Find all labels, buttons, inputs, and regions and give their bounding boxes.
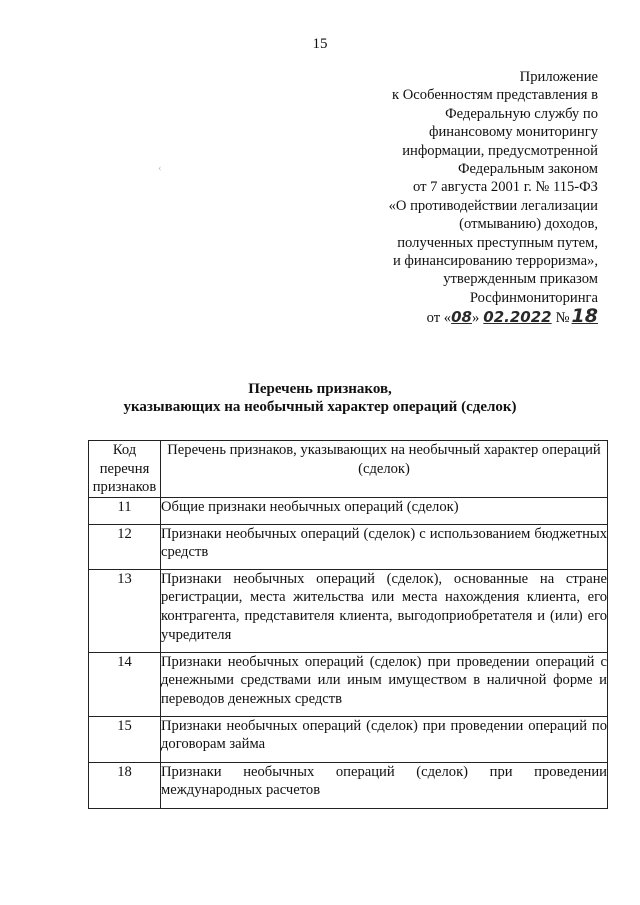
- handwritten-month-year: 02.2022: [483, 308, 552, 327]
- document-title: [0, 380, 640, 416]
- appendix-line: и финансированию терроризма»,: [392, 253, 598, 270]
- row-description: Признаки необычных операций (сделок) при проведении операций с денежными средствами или иным имуществом в наличной форме и переводов денежных средств: [161, 652, 608, 716]
- table-row: [89, 762, 608, 808]
- approval-line: [348, 307, 598, 327]
- row-description: Признаки необычных операций (сделок) с использованием бюджетных средств: [161, 524, 608, 569]
- column-header-description: Перечень признаков, указывающих на необычный характер операций (сделок): [161, 441, 608, 498]
- signs-table: [88, 440, 608, 809]
- handwritten-day: 08: [451, 308, 472, 327]
- number-sign: №: [555, 310, 570, 327]
- page-number: 15: [312, 36, 328, 52]
- row-code: 12: [89, 524, 161, 569]
- appendix-line: Федеральную службу по: [445, 105, 598, 122]
- row-code: 11: [89, 497, 161, 524]
- handwritten-order-number: 18: [571, 305, 598, 328]
- row-description: Признаки необычных операций (сделок), основанные на стране регистрации, места жительства или места нахождения клиента, его контрагента, представителя клиента, выгодоприобретателя и (или) его учредителя: [161, 569, 608, 652]
- table-row: [89, 652, 608, 716]
- appendix-line: от 7 августа 2001 г. № 115-ФЗ: [413, 179, 598, 196]
- appendix-line: (отмыванию) доходов,: [459, 216, 598, 233]
- row-description: Общие признаки необычных операций (сделок): [161, 497, 608, 524]
- column-header-code: Код перечня признаков: [89, 441, 161, 498]
- title-line-1: Перечень признаков,: [248, 381, 392, 397]
- appendix-line: Приложение: [519, 69, 598, 85]
- table-header-row: [89, 441, 608, 498]
- appendix-line: Федеральным законом: [457, 161, 598, 178]
- table-row: [89, 497, 608, 524]
- appendix-line: «О противодействии легализации: [388, 197, 598, 214]
- row-code: 15: [89, 716, 161, 762]
- margin-mark: ‹: [158, 162, 162, 174]
- row-code: 14: [89, 652, 161, 716]
- appendix-line: информации, предусмотренной: [402, 142, 598, 159]
- appendix-line: Росфинмониторинга: [469, 289, 598, 306]
- appendix-line: утвержденным приказом: [443, 271, 598, 288]
- appendix-line: к Особенностям представления в: [392, 87, 598, 104]
- row-description: Признаки необычных операций (сделок) при проведении международных расчетов: [161, 762, 608, 808]
- table-row: [89, 524, 608, 569]
- approval-day-close: »: [471, 310, 480, 327]
- table-row: [89, 716, 608, 762]
- row-description: Признаки необычных операций (сделок) при проведении операций по договорам займа: [161, 716, 608, 762]
- appendix-line: полученных преступным путем,: [397, 234, 598, 251]
- appendix-header: [348, 68, 598, 328]
- row-code: 18: [89, 762, 161, 808]
- row-code: 13: [89, 569, 161, 652]
- title-line-2: указывающих на необычный характер операций (сделок): [123, 399, 517, 415]
- table-row: [89, 569, 608, 652]
- approval-prefix: от «: [426, 310, 452, 327]
- appendix-line: финансовому мониторингу: [429, 124, 598, 141]
